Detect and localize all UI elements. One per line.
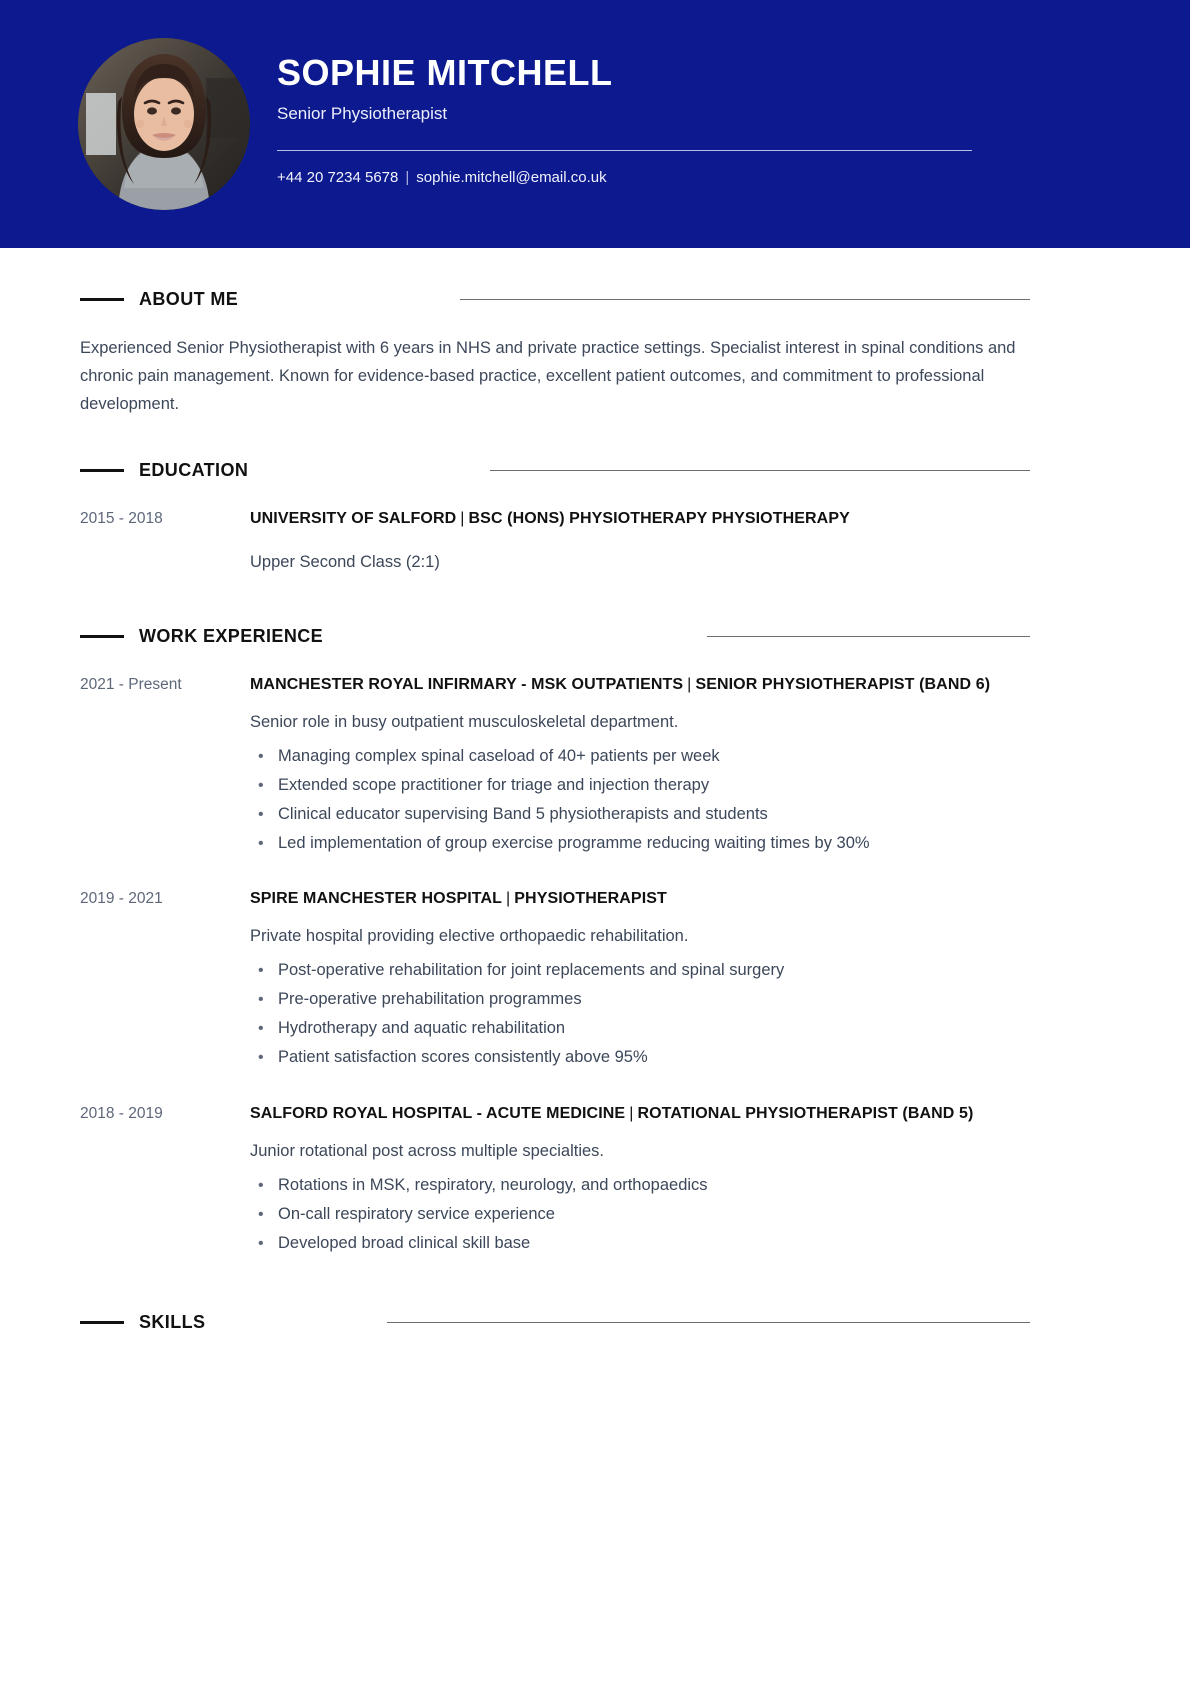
list-item [250, 800, 1040, 829]
section-title-skills: SKILLS [139, 1312, 206, 1332]
list-item [250, 956, 1040, 985]
bullet-text: Managing complex spinal caseload of 40+ patients per week [278, 747, 720, 765]
bullet-text: Clinical educator supervising Band 5 physiotherapists and students [278, 805, 768, 823]
section-header-education [80, 459, 1030, 481]
list-item [250, 985, 1040, 1014]
bullet-icon: • [258, 777, 264, 794]
bullet-text: On-call respiratory service experience [278, 1205, 555, 1223]
section-dash [80, 298, 124, 301]
list-item [250, 1043, 1040, 1072]
bullet-icon: • [258, 962, 264, 979]
work-description: Senior role in busy outpatient musculoskeletal department. [250, 713, 679, 731]
bullet-text: Pre-operative prehabilitation programmes [278, 990, 582, 1008]
education-date: 2015 - 2018 [80, 510, 163, 527]
section-title-about: ABOUT ME [139, 289, 239, 309]
work-date: 2021 - Present [80, 676, 182, 693]
section-header-skills [80, 1311, 1030, 1333]
work-title [250, 888, 1040, 910]
header-text-block [277, 52, 977, 125]
work-description: Private hospital providing elective orthopaedic rehabilitation. [250, 927, 689, 945]
work-date: 2018 - 2019 [80, 1105, 163, 1122]
resume-header [0, 0, 1190, 248]
bullet-text: Patient satisfaction scores consistently above 95% [278, 1048, 648, 1066]
section-dash [80, 1321, 124, 1324]
bullet-icon: • [258, 748, 264, 765]
section-rule [490, 470, 1030, 471]
work-title [250, 674, 1040, 696]
work-bullet-list [250, 742, 1040, 858]
education-institution: UNIVERSITY OF SALFORD [250, 510, 457, 527]
work-position: ROTATIONAL PHYSIOTHERAPIST (BAND 5) [637, 1105, 974, 1122]
work-employer: SALFORD ROYAL HOSPITAL - ACUTE MEDICINE [250, 1105, 626, 1122]
section-rule [387, 1322, 1030, 1323]
work-title [250, 1103, 1040, 1125]
list-item [250, 1014, 1040, 1043]
work-bullet-list [250, 956, 1040, 1072]
work-employer: MANCHESTER ROYAL INFIRMARY - MSK OUTPATIENTS [250, 676, 684, 693]
header-divider [277, 150, 972, 151]
about-paragraph: Experienced Senior Physiotherapist with 6 years in NHS and private practice settings. Specialist interest in spinal conditions and chronic pain management. Known for evidence-based practice, excellent patient outcomes, and commitment to professional development. [80, 339, 1016, 413]
contact-separator: | [405, 169, 410, 186]
title-separator: | [506, 890, 511, 907]
bullet-text: Hydrotherapy and aquatic rehabilitation [278, 1019, 566, 1037]
bullet-icon: • [258, 991, 264, 1008]
title-separator: | [687, 676, 692, 693]
bullet-icon: • [258, 1235, 264, 1252]
work-bullet-list [250, 1171, 1040, 1258]
contact-line [277, 168, 607, 188]
section-rule [460, 299, 1030, 300]
title-separator: | [629, 1105, 634, 1122]
bullet-text: Post-operative rehabilitation for joint replacements and spinal surgery [278, 961, 785, 979]
work-position: PHYSIOTHERAPIST [514, 890, 667, 907]
section-header-about [80, 288, 1030, 310]
section-header-work [80, 625, 1030, 647]
bullet-text: Rotations in MSK, respiratory, neurology, and orthopaedics [278, 1176, 708, 1194]
page-title: SOPHIE MITCHELL [277, 52, 613, 93]
education-degree: BSC (HONS) PHYSIOTHERAPY PHYSIOTHERAPY [468, 510, 850, 527]
work-employer: SPIRE MANCHESTER HOSPITAL [250, 890, 502, 907]
bullet-icon: • [258, 835, 264, 852]
email-address: sophie.mitchell@email.co.uk [416, 169, 607, 186]
section-dash [80, 469, 124, 472]
bullet-icon: • [258, 1049, 264, 1066]
bullet-icon: • [258, 1206, 264, 1223]
list-item [250, 829, 1040, 858]
work-description: Junior rotational post across multiple specialties. [250, 1142, 605, 1160]
section-title-education: EDUCATION [139, 460, 249, 480]
work-position: SENIOR PHYSIOTHERAPIST (BAND 6) [695, 676, 991, 693]
list-item [250, 742, 1040, 771]
profile-photo-icon [78, 38, 250, 210]
avatar [78, 38, 250, 210]
bullet-icon: • [258, 1177, 264, 1194]
section-title-work: WORK EXPERIENCE [139, 626, 324, 646]
list-item [250, 771, 1040, 800]
bullet-icon: • [258, 1020, 264, 1037]
education-title [250, 508, 1040, 530]
work-date: 2019 - 2021 [80, 890, 163, 907]
section-dash [80, 635, 124, 638]
list-item [250, 1229, 1040, 1258]
section-rule [707, 636, 1030, 637]
job-role-subtitle: Senior Physiotherapist [277, 104, 448, 123]
list-item [250, 1171, 1040, 1200]
education-detail: Upper Second Class (2:1) [250, 553, 440, 571]
bullet-text: Extended scope practitioner for triage and injection therapy [278, 776, 710, 794]
phone-number: +44 20 7234 5678 [277, 169, 399, 186]
bullet-text: Developed broad clinical skill base [278, 1234, 531, 1252]
bullet-icon: • [258, 806, 264, 823]
title-separator: | [460, 510, 465, 527]
list-item [250, 1200, 1040, 1229]
bullet-text: Led implementation of group exercise programme reducing waiting times by 30% [278, 834, 870, 852]
